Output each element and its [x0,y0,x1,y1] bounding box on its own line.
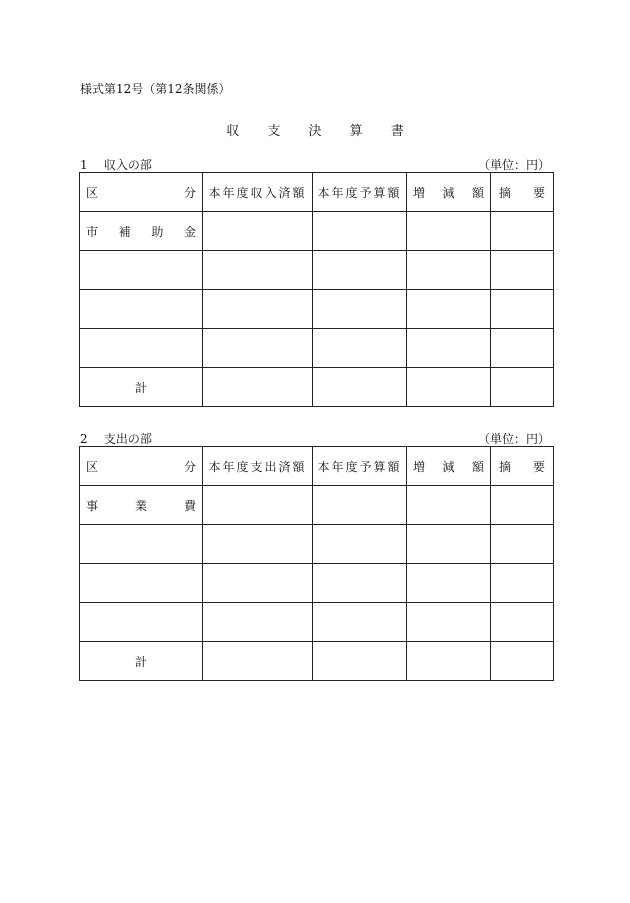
header-diff [407,184,490,201]
header-char: 額 [471,459,484,474]
table-cell [491,368,554,407]
label-char: 費 [183,498,196,513]
total-label-cell [80,642,203,681]
total-label-cell [80,368,203,407]
table-cell [491,251,554,290]
label-char: 金 [183,224,196,239]
header-remarks [491,184,553,201]
expense-section-header [80,430,550,446]
table-cell [313,212,407,251]
table-cell [203,329,313,368]
label-char: 業 [134,498,147,513]
table-cell [491,642,554,681]
table-header-row [80,447,554,486]
unit-label: （単位：円） [477,158,550,172]
header-char: 摘 [499,459,512,474]
header-char: 額 [471,185,484,200]
table-cell [491,329,554,368]
table-cell [313,329,407,368]
header-char: 分 [183,185,196,200]
header-char: 増 [413,185,426,200]
table-cell [407,329,491,368]
header-cell [313,447,407,486]
table-row [80,603,554,642]
section-heading: 支出の部 [103,432,152,446]
document-title: 収 支 決 算 書 [226,124,416,139]
table-cell [203,290,313,329]
table-cell [313,525,407,564]
table-cell [313,290,407,329]
table-cell [407,251,491,290]
header-char: 分 [183,459,196,474]
table-cell [407,368,491,407]
table-row [80,251,554,290]
header-char: 増 [413,459,426,474]
header-actual: 本年度支出済額 [208,459,307,474]
header-diff [407,458,490,475]
total-row [80,368,554,407]
row-label-cell [80,212,203,251]
table-cell [407,290,491,329]
table-cell [203,486,313,525]
label-char: 市 [86,224,99,239]
label-char: 助 [151,224,164,239]
table-cell [313,603,407,642]
header-char: 要 [532,459,545,474]
header-cell [203,173,313,212]
label-char: 事 [86,498,99,513]
header-cell [80,447,203,486]
unit-label: （単位：円） [477,432,550,446]
header-cell [491,447,554,486]
table-cell [203,603,313,642]
row-label-first [80,223,202,240]
table-cell [491,564,554,603]
form-number: 様式第12号（第12条関係） [80,82,231,96]
table-row [80,486,554,525]
table-cell [491,290,554,329]
table-cell [407,603,491,642]
table-cell [203,251,313,290]
header-cell [491,173,554,212]
table-cell [491,486,554,525]
header-budget: 本年度予算額 [317,185,402,200]
table-cell [203,525,313,564]
header-char: 区 [86,459,99,474]
table-cell [407,525,491,564]
header-cell [203,447,313,486]
header-category [80,184,202,201]
table-row [80,290,554,329]
table-cell [80,251,203,290]
table-cell [407,642,491,681]
table-row [80,329,554,368]
row-label-cell [80,486,203,525]
table-cell [80,603,203,642]
table-row [80,212,554,251]
table-cell [313,564,407,603]
header-actual: 本年度収入済額 [208,185,307,200]
header-char: 減 [442,185,455,200]
header-cell [407,173,491,212]
table-cell [491,212,554,251]
table-cell [313,368,407,407]
table-cell [407,564,491,603]
table-cell [313,486,407,525]
table-cell [80,329,203,368]
header-char: 摘 [499,185,512,200]
table-cell [407,486,491,525]
header-cell [80,173,203,212]
table-cell [80,290,203,329]
table-cell [203,212,313,251]
header-budget: 本年度予算額 [317,459,402,474]
table-cell [491,603,554,642]
header-cell [313,173,407,212]
income-section-header [80,156,550,172]
header-char: 要 [532,185,545,200]
label-char: 補 [118,224,131,239]
table-cell [203,564,313,603]
header-category [80,458,202,475]
header-remarks [491,458,553,475]
table-cell [80,564,203,603]
expense-table [79,446,554,681]
header-cell [407,447,491,486]
section-heading: 収入の部 [103,158,152,172]
header-char: 減 [442,459,455,474]
total-row [80,642,554,681]
total-label: 計 [134,654,147,669]
table-cell [203,368,313,407]
section-number: 1 [80,158,88,172]
section-number: 2 [80,432,88,446]
table-header-row [80,173,554,212]
table-row [80,525,554,564]
income-table [79,172,554,407]
row-label-first [80,497,202,514]
table-row [80,564,554,603]
table-cell [313,251,407,290]
table-cell [80,525,203,564]
total-label: 計 [134,380,147,395]
table-cell [407,212,491,251]
header-char: 区 [86,185,99,200]
table-cell [313,642,407,681]
table-cell [491,525,554,564]
table-cell [203,642,313,681]
